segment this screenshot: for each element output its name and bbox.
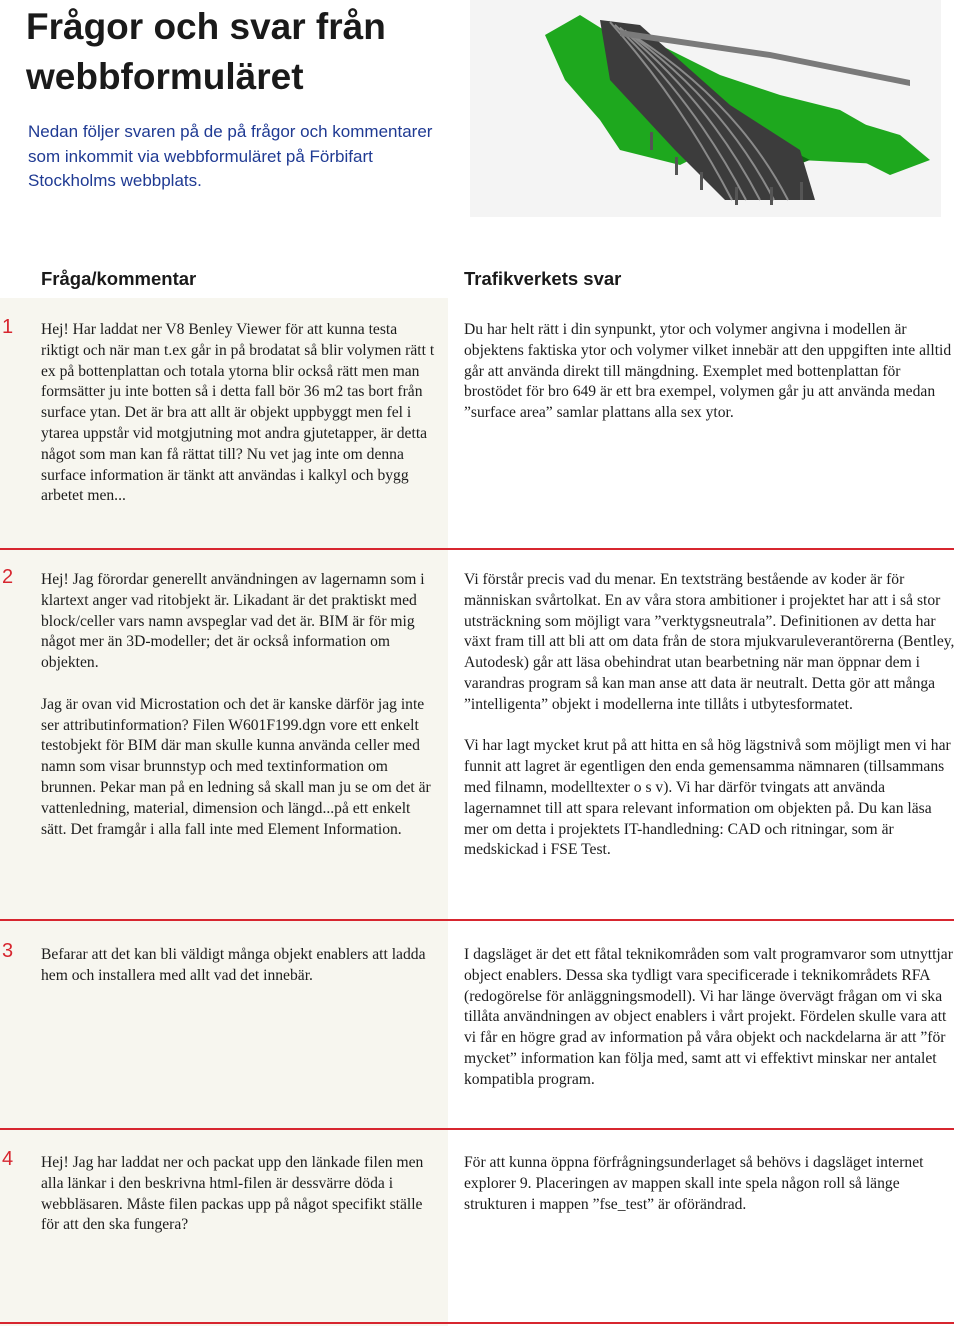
bridge-pillar	[770, 187, 773, 205]
question-text	[41, 570, 439, 840]
section-divider	[0, 1322, 954, 1324]
item-number: 1	[2, 316, 14, 338]
item-number: 4	[2, 1148, 14, 1170]
terrain-far-right	[840, 120, 930, 175]
answer-paragraph: Vi har lagt mycket krut på att hitta en så hög lägstnivå som möjligt men vi har funnit att lagret är egentligen den enda gemensamma nämnaren (tillsammans med filnamn, modelltexter o s v). Vi har därför tvingats att använda lagernamnet till att spara relevant information om objekten på. Du kan läsa mer om detta i projektets IT-handledning: CAD och ritningar, som är medskickad i FSE Test.	[464, 737, 951, 859]
question-paragraph: Hej! Jag har laddat ner och packat upp den länkade filen men alla länkar i den beskrivna html-filen är dessvärre döda i webbläsaren. Måste filen packas upp på något specifikt ställe för att den ska fungera?	[41, 1154, 424, 1234]
answer-paragraph: För att kunna öppna förfrågningsunderlaget så behövs i dagsläget internet explorer 9. Placeringen av mappen skall inte spela någon roll så länge strukturen i mappen ”fse_test” är oförändrad.	[464, 1154, 924, 1213]
bridge-pillar	[700, 172, 703, 190]
answer-text	[464, 320, 956, 424]
question-paragraph: Hej! Har laddat ner V8 Benley Viewer för att kunna testa riktigt och när man t.ex går in på brodatat så blir volymen rätt t ex på bottenplattan och totala ytorna blir också rätt men man formsätter ju inte botten så i detta fall bör 36 m2 tas bort från surface ytan. Det är bra att allt är objekt uppbyggt men fel i ytarea uppstår vid motgjutning mot andra gjutetapper, är detta något som man kan få rättat till? Nu vet jag inte om denna surface information är tänkt att användas i kalkyl och bygg arbetet men...	[41, 321, 435, 505]
question-paragraph: Hej! Jag förordar generellt användningen av lagernamn som i klartext anger vad ritobjekt är. Likadant är det praktiskt med block/celler vars namn avspeglar vad det är. BIM är för mig något mer än 3D-modeller; det är också information om objekten.	[41, 571, 425, 672]
section-divider	[0, 1128, 954, 1130]
answer-text	[464, 945, 956, 1091]
section-divider	[0, 548, 954, 550]
item-number: 3	[2, 940, 14, 962]
answer-paragraph: I dagsläget är det ett fåtal teknikområden som valt programvaror som utnyttjar object enablers. Dessa ska tydligt vara specificerade i teknikområdets RFA (redogörelse för anläggningsmodell). Vi har länge övervägt frågan om vi ska tillåta användningen av object enablers i vårt projekt. Fördelen skulle vara att vi får en högre grad av information på våra objekt och nackdelarna är att ”för mycket” information kan följa med, samt att vi effektivt minskar ner antalet kompatibla program.	[464, 946, 953, 1088]
question-column-header: Fråga/kommentar	[41, 268, 197, 289]
section-divider	[0, 919, 954, 921]
bridge-pillar	[650, 132, 653, 150]
bridge-pillar	[735, 187, 738, 205]
intro-text: Nedan följer svaren på de på frågor och kommentarer som inkommit via webbformuläret på Förbifart Stockholms webbplats.	[28, 122, 433, 190]
road-model-3d-image	[470, 0, 941, 217]
question-text	[41, 1153, 439, 1236]
answer-text	[464, 570, 956, 861]
question-text	[41, 945, 439, 987]
item-number: 2	[2, 566, 14, 588]
page-title: Frågor och svar från webbformuläret	[26, 6, 386, 97]
answer-paragraph: Du har helt rätt i din synpunkt, ytor och volymer angivna i modellen är objektens faktiska ytor och volymer vilket innebär att den uppgiften inte alltid går att använda direkt till mängdning. Exemplet med bottenplattan för brostödet för bro 649 är ett bra exempel, volymen går ju att använda medan ”surface area” samlar plattans alla sex ytor.	[464, 321, 952, 422]
bridge-pillar	[800, 182, 803, 200]
question-paragraph: Jag är ovan vid Microstation och det är kanske därför jag inte ser attributinformation? Filen W601F199.dgn vore ett enkelt testobjekt för BIM där man skulle kunna använda celler med namn som visar brunnstyp och med textinformation om brunnen. Pekar man på en ledning så skall man ju se om det är vattenledning, material, dimension och längd...på ett enkelt sätt. Det framgår i alla fall inte med Element Information.	[41, 695, 431, 838]
question-paragraph: Befarar att det kan bli väldigt många objekt enablers att ladda hem och installera med allt vad det innebär.	[41, 946, 426, 984]
question-text	[41, 320, 439, 507]
answer-paragraph: Vi förstår precis vad du menar. En textsträng bestående av koder är för människan svårtolkat. En av våra stora ambitioner i projektet har att i så stor utsträckning som möjligt vara ”verktygsneutrala”. Definitionen av detta har växt fram till att bli att om data från de stora mjukvaruleverantörerna (Bentley, Autodesk) går att läsa obehindrat utan bearbetning när man öppnar dem i varandras program så kan man anse att data är neutralt. Detta gör att många ”intelligenta” objekt i modellerna inte tillåts i utbytesformatet.	[464, 571, 955, 713]
bridge-pillar	[675, 157, 678, 175]
answer-column-header: Trafikverkets svar	[464, 268, 622, 289]
answer-text	[464, 1153, 956, 1215]
